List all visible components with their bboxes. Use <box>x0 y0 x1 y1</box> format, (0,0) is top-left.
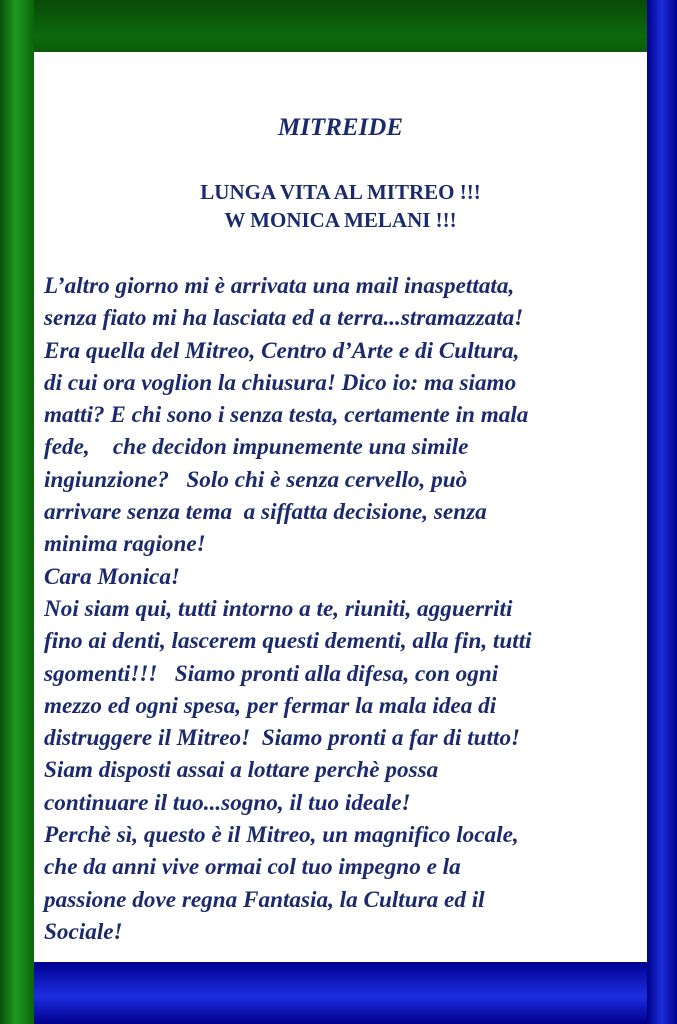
poem-line: sgomenti!!! Siamo pronti alla difesa, con ogni <box>44 660 499 687</box>
green-bottom-left-border <box>0 962 34 1024</box>
dedication-line: LUNGA VITA AL MITREO !!! <box>200 180 481 204</box>
poem-line: minima ragione! <box>44 531 206 558</box>
blue-bottom-border <box>34 962 647 1024</box>
poem-line: matti? E chi sono i senza testa, certamente in mala <box>44 402 529 429</box>
dedication <box>34 178 647 234</box>
poem-line: passione dove regna Fantasia, la Cultura ed il <box>44 886 485 913</box>
poem-title: MITREIDE <box>277 114 404 141</box>
poem-body <box>44 270 641 948</box>
poem-line: continuare il tuo...sogno, il tuo ideale! <box>44 789 411 816</box>
poem-line: mezzo ed ogni spesa, per fermar la mala idea di <box>44 692 497 719</box>
poem-line: di cui ora voglion la chiusura! Dico io: ma siamo <box>44 369 517 396</box>
poem-line: fede, che decidon impunemente una simile <box>44 434 469 461</box>
poem-line: Era quella del Mitreo, Centro d’Arte e di Cultura, <box>44 337 520 364</box>
poem-line: distruggere il Mitreo! Siamo pronti a far di tutto! <box>44 725 521 752</box>
green-top-border <box>34 0 647 52</box>
poem-line: L’altro giorno mi è arrivata una mail inaspettata, <box>44 273 515 299</box>
poem-line: arrivare senza tema a siffatta decisione, senza <box>44 499 487 526</box>
dedication-line: W MONICA MELANI !!! <box>224 208 457 232</box>
poem-line: fino ai denti, lascerem questi dementi, alla fin, tutti <box>44 628 532 655</box>
poem-line: Noi siam qui, tutti intorno a te, riuniti, agguerriti <box>44 595 513 622</box>
poem-line: senza fiato mi ha lasciata ed a terra...stramazzata! <box>44 305 524 332</box>
blue-right-border <box>647 0 677 1024</box>
document-page <box>34 52 647 962</box>
poem-line: Cara Monica! <box>44 563 180 590</box>
poem-line: che da anni vive ormai col tuo impegno e la <box>44 854 461 881</box>
poem-line: Perchè sì, questo è il Mitreo, un magnifico locale, <box>44 822 519 849</box>
poem-line: ingiunzione? Solo chi è senza cervello, può <box>44 466 468 493</box>
poem-line: Sociale! <box>44 918 123 945</box>
green-left-border <box>0 0 34 1024</box>
poem-line: Siam disposti assai a lottare perchè possa <box>44 757 439 784</box>
